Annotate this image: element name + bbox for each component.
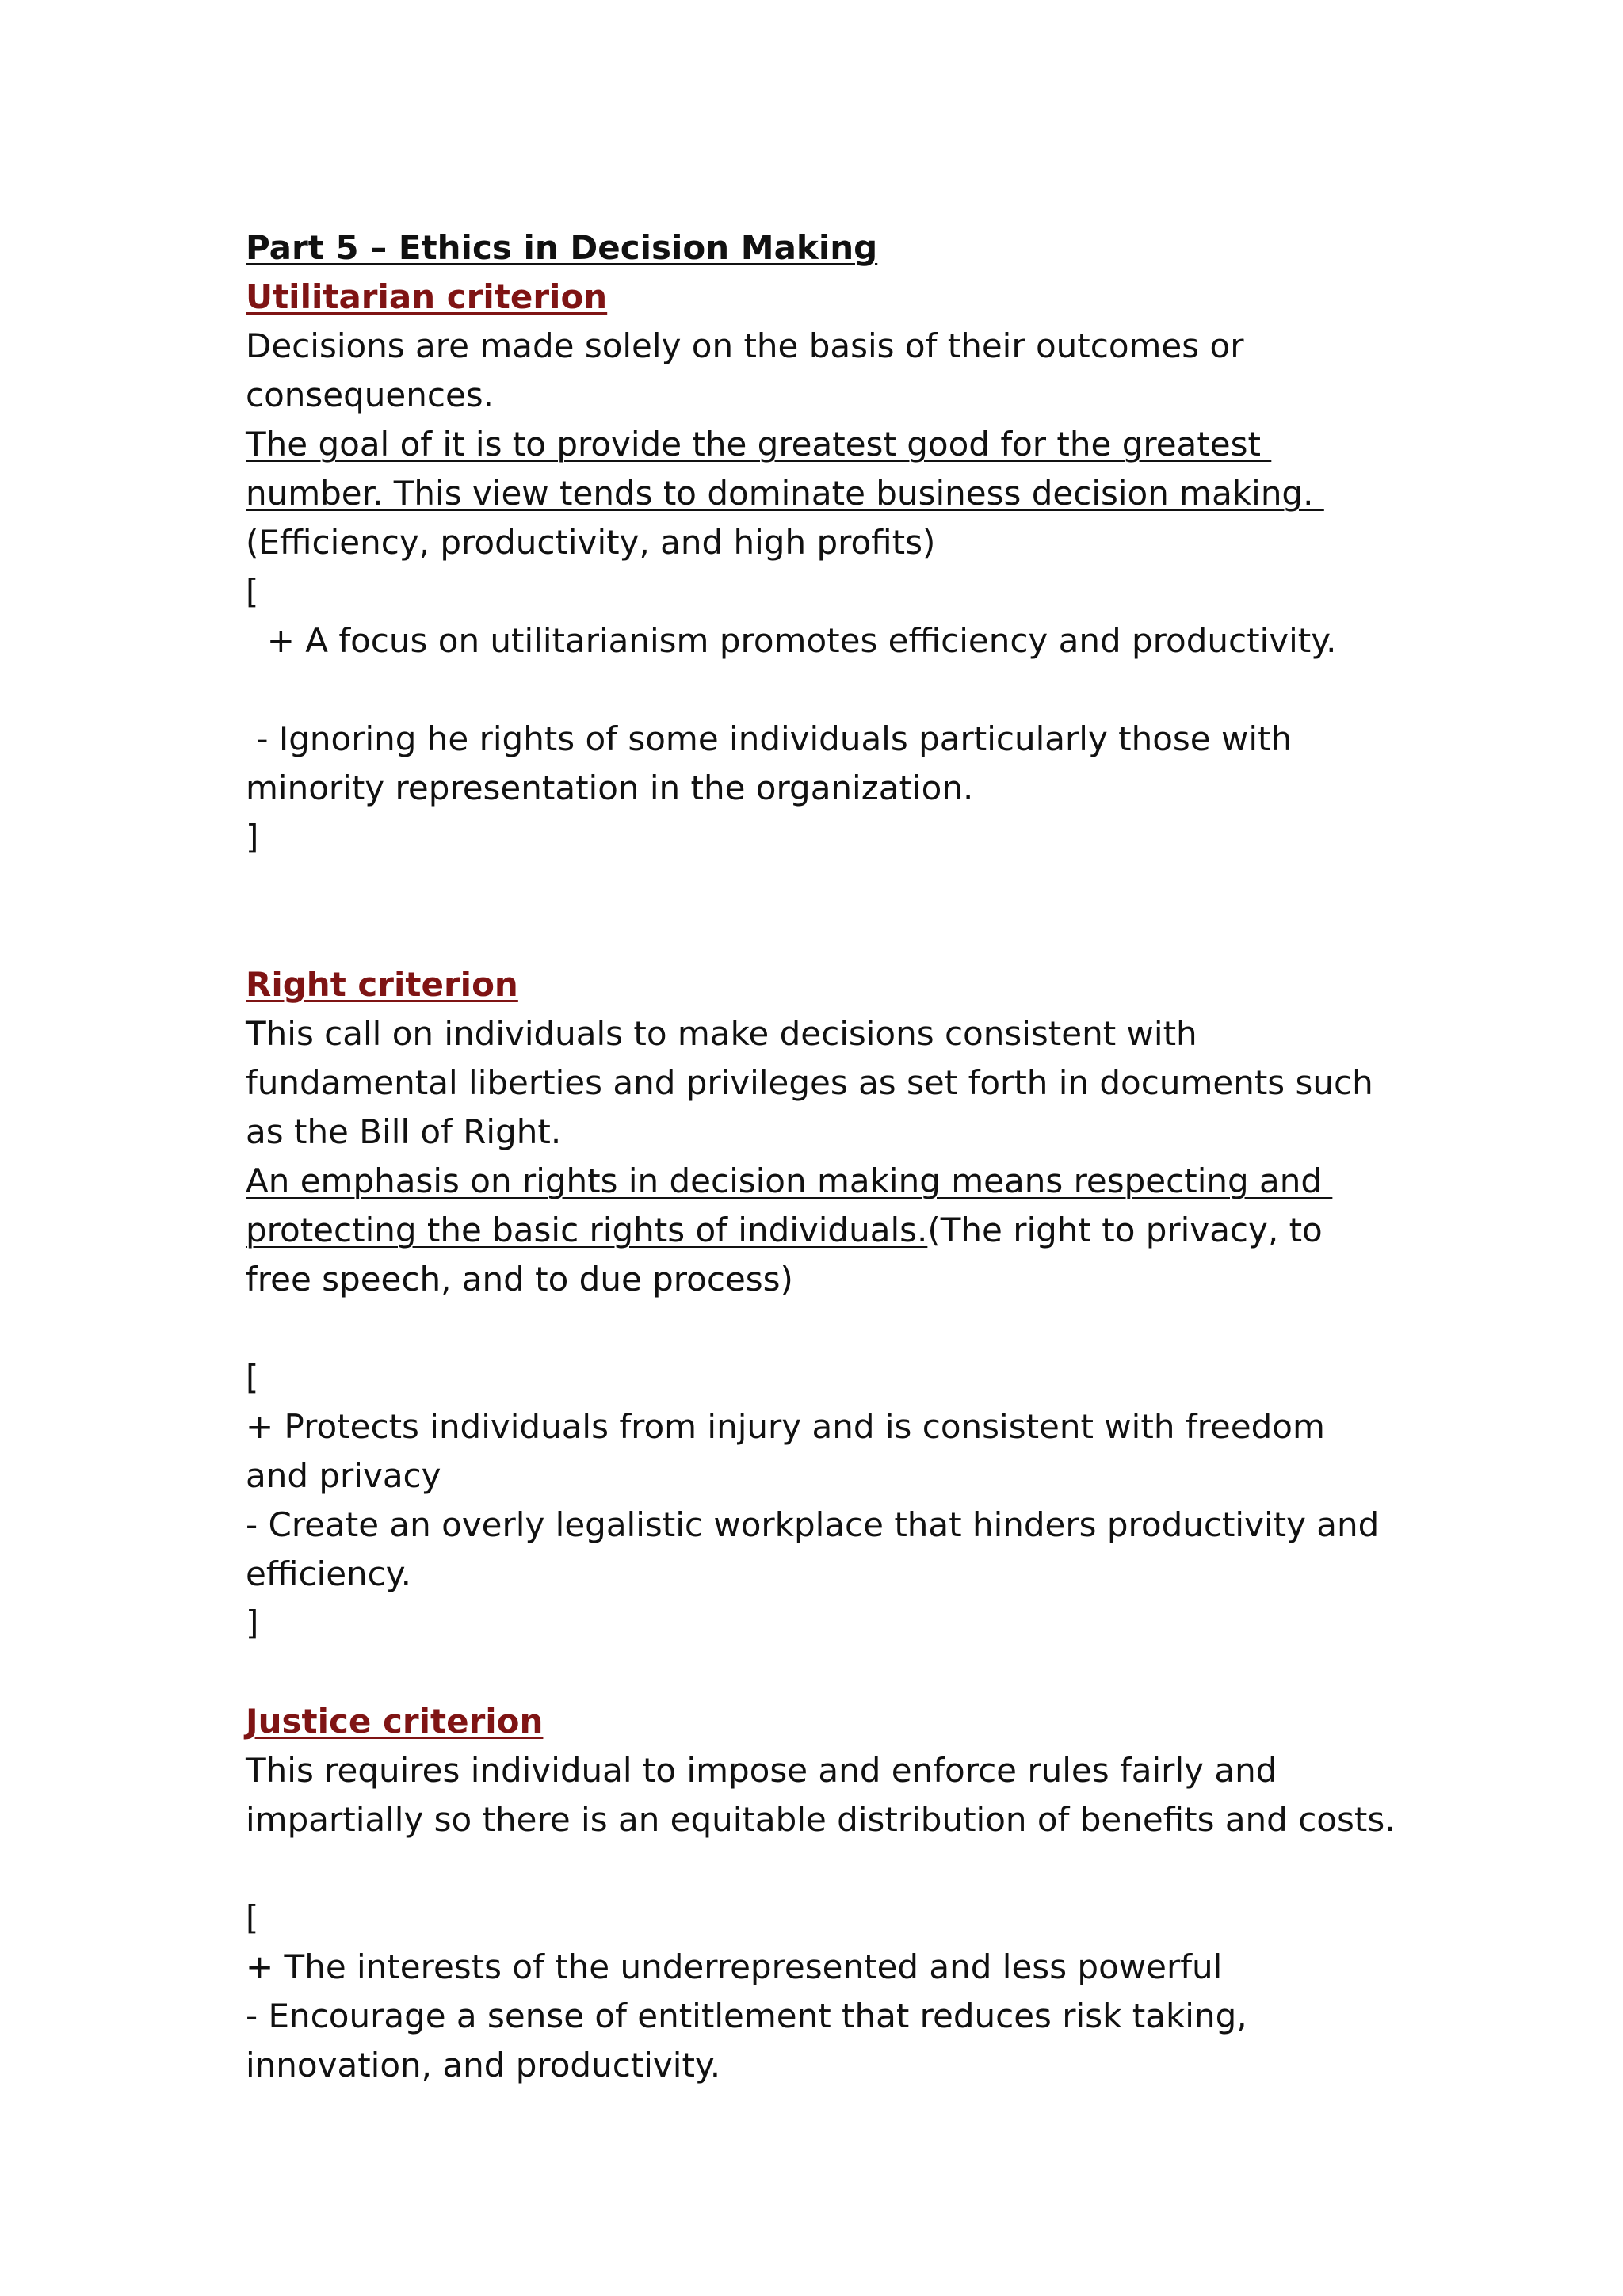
document-body bbox=[246, 223, 1403, 2090]
blank-line bbox=[246, 1648, 1403, 1697]
close-bracket: ] bbox=[246, 1604, 259, 1642]
con-point: - Ignoring he rights of some individuals particularly those with bbox=[246, 719, 1293, 758]
blank-line bbox=[246, 862, 1403, 911]
paragraph-line: consequences. bbox=[246, 376, 495, 414]
close-bracket: ] bbox=[246, 818, 259, 856]
con-point-continued: innovation, and productivity. bbox=[246, 2046, 721, 2084]
blank-line bbox=[246, 666, 1403, 715]
paragraph-text: (The right to privacy, to bbox=[927, 1211, 1323, 1249]
paragraph-line: (Efficiency, productivity, and high profits) bbox=[246, 523, 936, 562]
section-heading-justice: Justice criterion bbox=[246, 1702, 544, 1741]
con-point-continued: minority representation in the organization. bbox=[246, 769, 974, 807]
pro-point: + A focus on utilitarianism promotes efficiency and productivity. bbox=[246, 621, 1337, 660]
paragraph-line: as the Bill of Right. bbox=[246, 1112, 562, 1151]
open-bracket: [ bbox=[246, 572, 259, 611]
con-point: - Encourage a sense of entitlement that reduces risk taking, bbox=[246, 1997, 1247, 2035]
paragraph-line: fundamental liberties and privileges as set forth in documents such bbox=[246, 1063, 1373, 1102]
underlined-text: number. This view tends to dominate business decision making. bbox=[246, 474, 1324, 513]
con-point: - Create an overly legalistic workplace that hinders productivity and bbox=[246, 1505, 1380, 1544]
blank-line bbox=[246, 1304, 1403, 1353]
page-title: Part 5 – Ethics in Decision Making bbox=[246, 228, 878, 267]
paragraph-line: Decisions are made solely on the basis of their outcomes or bbox=[246, 326, 1244, 365]
open-bracket: [ bbox=[246, 1898, 259, 1937]
pro-point: + Protects individuals from injury and is consistent with freedom bbox=[246, 1407, 1325, 1446]
section-heading-utilitarian: Utilitarian criterion bbox=[246, 277, 608, 316]
open-bracket: [ bbox=[246, 1358, 259, 1397]
paragraph-line: impartially so there is an equitable distribution of benefits and costs. bbox=[246, 1800, 1396, 1839]
blank-line bbox=[246, 1844, 1403, 1894]
underlined-text: protecting the basic rights of individuals. bbox=[246, 1211, 928, 1249]
paragraph-line: free speech, and to due process) bbox=[246, 1260, 793, 1299]
pro-point-continued: and privacy bbox=[246, 1456, 441, 1495]
underlined-text: An emphasis on rights in decision making means respecting and bbox=[246, 1161, 1333, 1200]
paragraph-line: This call on individuals to make decisions consistent with bbox=[246, 1014, 1197, 1053]
section-heading-right: Right criterion bbox=[246, 965, 518, 1004]
paragraph-line: This requires individual to impose and enforce rules fairly and bbox=[246, 1751, 1277, 1790]
con-point-continued: efficiency. bbox=[246, 1554, 411, 1593]
pro-point: + The interests of the underrepresented and less powerful bbox=[246, 1947, 1223, 1986]
blank-line bbox=[246, 911, 1403, 960]
underlined-text: The goal of it is to provide the greatest good for the greatest bbox=[246, 425, 1272, 463]
